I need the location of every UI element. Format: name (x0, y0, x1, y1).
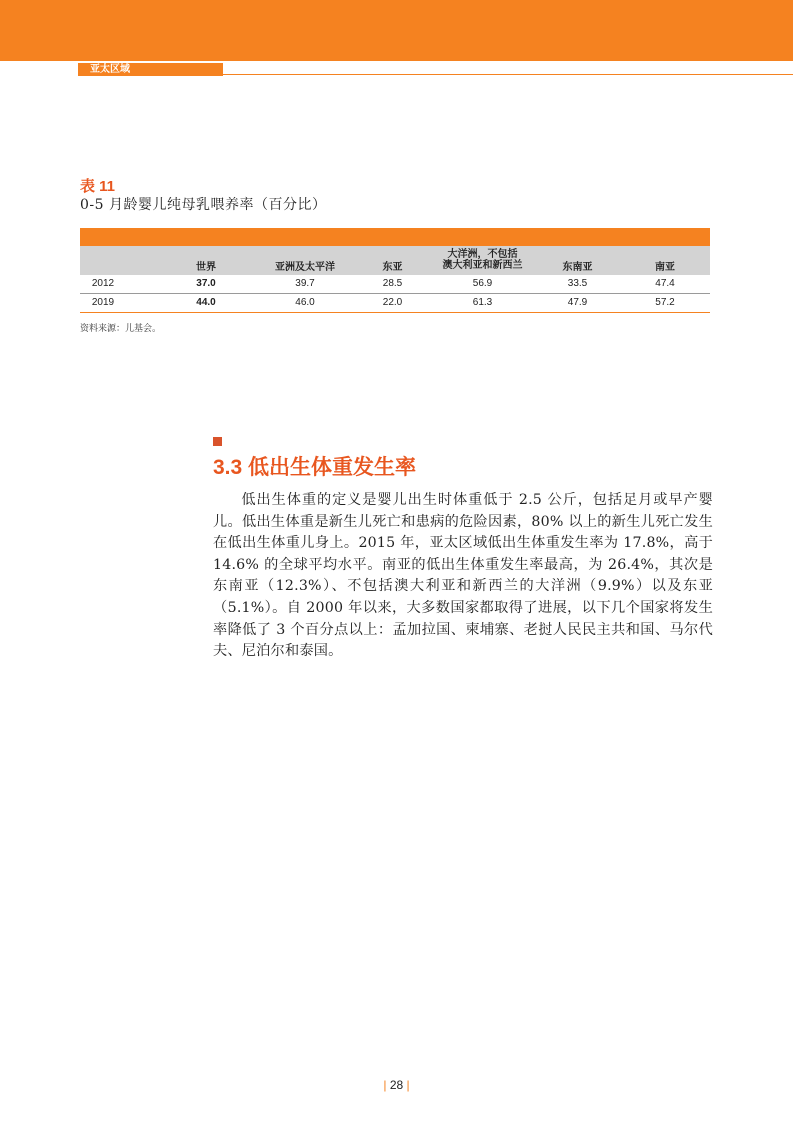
table-cell: 33.5 (567, 278, 588, 289)
column-header-oceania: 大洋洲，不包括 澳大利亚和新西兰 (442, 249, 523, 271)
table-cell: 39.7 (295, 278, 315, 289)
table-source-note: 资料来源：儿基会。 (80, 323, 162, 333)
table-cell-world: 44.0 (196, 297, 216, 308)
table-cell: 46.0 (295, 297, 315, 308)
column-header-south-asia: 南亚 (655, 262, 675, 273)
table-cell: 57.2 (655, 297, 675, 308)
table-cell-year: 2019 (91, 297, 115, 308)
section-tab: 亚太区域 (78, 63, 223, 76)
column-header-world: 世界 (196, 262, 216, 273)
page-number-value: 28 (389, 1078, 404, 1092)
column-header-southeast-asia: 东南亚 (562, 262, 593, 273)
table-cell: 28.5 (382, 278, 403, 289)
heading-square-marker (213, 437, 222, 446)
column-header-asia-pacific: 亚洲及太平洋 (275, 262, 335, 273)
data-table (80, 228, 710, 313)
table-top-band (80, 228, 710, 246)
table-caption: 0-5 月龄婴儿纯母乳喂养率（百分比） (80, 197, 327, 213)
header-rule (223, 74, 793, 75)
table-cell: 47.9 (567, 297, 588, 308)
table-cell-world: 37.0 (196, 278, 216, 289)
table-cell: 61.3 (472, 297, 493, 308)
column-header-east-asia: 东亚 (382, 262, 403, 273)
table-cell: 56.9 (472, 278, 493, 289)
body-paragraph: 低出生体重的定义是婴儿出生时体重低于 2.5 公斤，包括足月或早产婴儿。低出生体重是新生儿死亡和患病的危险因素，80% 以上的新生儿死亡发生在低出生体重儿身上。2015 年，亚太区域低出生体重发生率为 17.8%，高于 14.6% 的全球平均水平。南亚的低出生体重发生率最高，为 26.4%，其次是东南亚（12.3%）、不包括澳大利亚和新西兰的大洋洲（9.9%）以及东亚（5.1%）。自 2000 年以来，大多数国家都取得了进展，以下几个国家将发生率降低了 3 个百分点以上：孟加拉国、柬埔寨、老挝人民民主共和国、马尔代夫、尼泊尔和泰国。 (213, 492, 713, 660)
table-header-row (80, 246, 710, 275)
header-band (0, 0, 793, 61)
page-number-separator-right: | (406, 1078, 410, 1092)
table-row (80, 275, 710, 294)
page-number-separator-left: | (383, 1078, 387, 1092)
table-row (80, 294, 710, 313)
table-label: 表 11 (80, 178, 116, 195)
table-cell: 22.0 (382, 297, 403, 308)
table-cell: 47.4 (655, 278, 675, 289)
table-cell-year: 2012 (91, 278, 115, 289)
section-heading: 3.3 低出生体重发生率 (213, 456, 417, 479)
page-number (0, 1078, 793, 1092)
